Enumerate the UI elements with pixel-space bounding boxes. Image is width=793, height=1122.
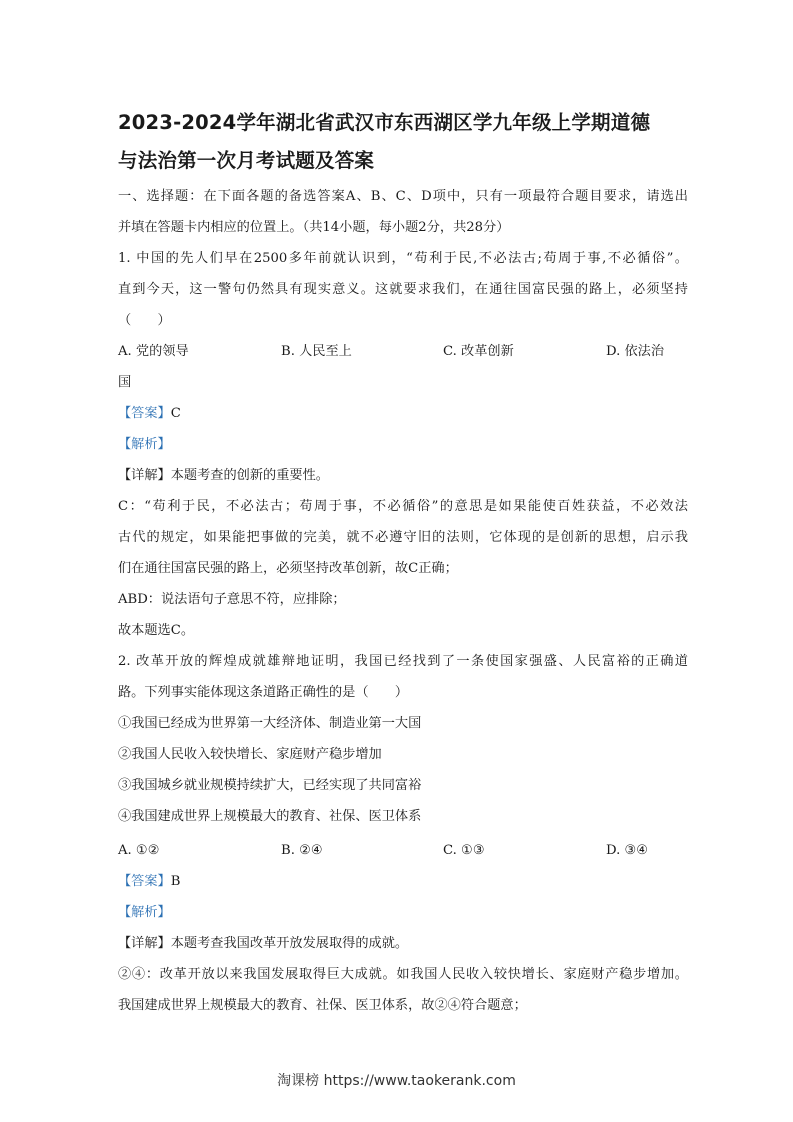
q2-explanation-line-2: 我国建成世界上规模最大的教育、社保、医卫体系，故②④符合题意； [118,998,527,1013]
q2-item-3: ③我国城乡就业规模持续扩大，已经实现了共同富裕 [118,778,422,793]
q1-analysis-heading [118,436,688,454]
q2-option-a: A. ①② [118,843,160,858]
q1-stem-line-3: （ ） [118,313,171,328]
answer-tag: 【答案】 [118,874,171,889]
document-title-line-2: 与法治第一次月考试题及答案 [118,149,375,172]
q2-analysis-heading [118,904,688,922]
analysis-tag: 【解析】 [118,905,171,920]
detail-text: 本题考查的创新的重要性。 [170,468,329,483]
q1-option-b: B. 人民至上 [281,344,352,359]
analysis-tag: 【解析】 [118,437,171,452]
q1-stem-line-2: 直到今天，这一警句仍然具有现实意义。这就要求我们，在通往国富民强的路上，必须坚持 [118,282,688,297]
detail-tag: 【详解】 [118,936,171,951]
section-instruction-line-2: 并填在答题卡内相应的位置上。（共14小题，每小题2分，共28分） [118,220,510,235]
q2-item-1: ①我国已经成为世界第一大经济体、制造业第一大国 [118,716,422,731]
footer-watermark-link[interactable]: 淘课榜 https://www.taokerank.com [277,1073,516,1089]
q1-explanation-line-5: 故本题选C。 [118,623,195,638]
answer-value: B [170,874,181,889]
q2-option-b: B. ②④ [281,843,323,858]
q2-detail [118,935,688,953]
detail-text: 本题考查我国改革开放发展取得的成就。 [170,936,409,951]
q1-explanation-line-4: ABD：说法语句子意思不符，应排除； [118,592,346,607]
q1-explanation-line-3: 们在通往国富民强的路上，必须坚持改革创新，故C正确； [118,561,458,576]
q1-option-d: D. 依法治 [606,344,665,359]
q2-item-4: ④我国建成世界上规模最大的教育、社保、医卫体系 [118,809,422,824]
detail-tag: 【详解】 [118,468,171,483]
q2-option-d: D. ③④ [606,843,649,858]
q2-item-2: ②我国人民收入较快增长、家庭财产稳步增加 [118,747,382,762]
q1-answer [118,405,688,423]
q2-stem-line-1: 2. 改革开放的辉煌成就雄辩地证明，我国已经找到了一条使国家强盛、人民富裕的正确道 [118,654,688,669]
q1-detail [118,467,688,485]
document-title-line-1: 2023-2024学年湖北省武汉市东西湖区学九年级上学期道德 [118,111,651,134]
q1-stem-line-1: 1. 中国的先人们早在2500多年前就认识到，“苟利于民,不必法古;苟周于事,不必循俗”。 [118,251,688,266]
q1-explanation-line-1: C：“苟利于民，不必法古；苟周于事，不必循俗”的意思是如果能使百姓获益，不必效法 [118,499,688,514]
section-instruction-line-1: 一、选择题：在下面各题的备选答案A、B、C、D项中，只有一项最符合题目要求，请选出 [118,189,688,204]
q2-answer [118,873,688,891]
answer-value: C [170,406,181,421]
q2-explanation-line-1: ②④：改革开放以来我国发展取得巨大成就。如我国人民收入较快增长、家庭财产稳步增加。 [118,967,688,982]
q1-option-d-wrap: 国 [118,375,132,390]
q1-option-a: A. 党的领导 [118,344,189,359]
q2-option-c: C. ①③ [443,843,485,858]
q2-stem-line-2: 路。下列事实能体现这条道路正确性的是（ ） [118,685,409,700]
q1-explanation-line-2: 古代的规定，如果能把事做的完美，就不必遵守旧的法则，它体现的是创新的思想，启示我 [118,530,688,545]
q1-option-c: C. 改革创新 [443,344,514,359]
answer-tag: 【答案】 [118,406,171,421]
